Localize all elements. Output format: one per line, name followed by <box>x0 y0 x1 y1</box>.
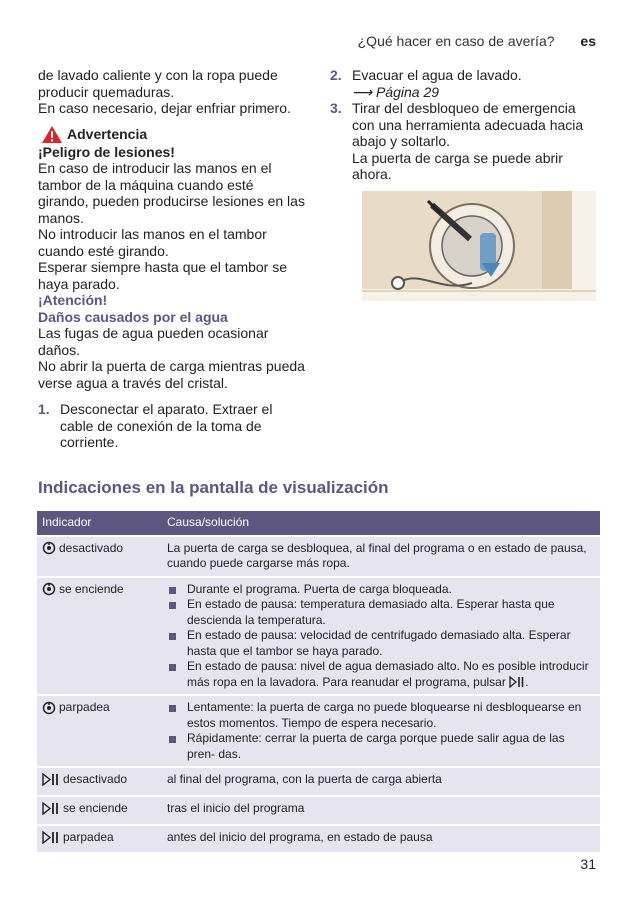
table-row <box>37 577 600 696</box>
warning-text: No introducir las manos en el tambor cuando esté girando. <box>38 226 267 259</box>
left-column <box>38 67 306 451</box>
cause-solution: La puerta de carga se desbloquea, al final del programa o en estado de pausa, cuando puede cargarse más ropa. <box>162 536 600 577</box>
step-number: 1. <box>38 401 50 417</box>
table-row <box>37 767 600 796</box>
column-header: Indicador <box>37 511 162 536</box>
step-3 <box>330 100 600 183</box>
table-header-row <box>37 511 600 536</box>
step-text: Tirar del desbloqueo de emergencia con una herramienta adecuada hacia abajo y soltarlo. <box>352 100 584 149</box>
display-indications-table <box>37 511 600 852</box>
indicator-state: desactivado <box>59 540 124 555</box>
list-item: Lentamente: la puerta de carga no puede bloquearse ni desbloquearse en estos momentos. Tiempo de espera necesario. <box>167 700 595 731</box>
cause-list <box>167 582 595 691</box>
intro-text: de lavado caliente y con la ropa puede producir quemaduras. <box>38 67 278 100</box>
door-lock-icon <box>42 582 56 596</box>
step-2 <box>330 67 600 100</box>
warning-text: En caso de introducir las manos en el tambor de la máquina cuando esté girando, pueden producirse lesiones en las manos. <box>38 160 305 226</box>
start-pause-icon <box>42 773 60 786</box>
column-header: Causa/solución <box>162 511 600 536</box>
emergency-release-illustration <box>362 191 596 301</box>
table-row <box>37 796 600 825</box>
table-row <box>37 825 600 853</box>
start-pause-icon <box>509 676 525 688</box>
start-pause-icon <box>42 831 60 844</box>
step-text: La puerta de carga se puede abrir ahora. <box>352 149 563 182</box>
step-text: Desconectar el aparato. Extraer el cable de conexión de la toma de corriente. <box>60 401 273 450</box>
indicator-state: desactivado <box>63 772 128 786</box>
attention-text: Las fugas de agua pueden ocasionar daños. <box>38 325 269 358</box>
right-column <box>330 67 600 304</box>
step-text: Evacuar el agua de lavado. <box>352 67 522 83</box>
warning-subtitle: ¡Peligro de lesiones! <box>38 143 175 160</box>
step-1 <box>38 401 306 451</box>
table-row <box>37 695 600 767</box>
list-item: Durante el programa. Puerta de carga bloqueada. <box>167 582 595 598</box>
door-lock-icon <box>42 701 56 715</box>
list-item <box>167 659 595 690</box>
intro-text-2: En caso necesario, dejar enfriar primero. <box>38 100 291 116</box>
language-code: es <box>580 33 596 49</box>
warning-text: Esperar siempre hasta que el tambor se haya parado. <box>38 259 288 292</box>
warning-heading <box>38 125 306 144</box>
indicator-state: parpadea <box>63 829 114 844</box>
cause-solution: antes del inicio del programa, en estado de pausa <box>162 825 600 853</box>
page-header <box>358 33 596 49</box>
warning-title: Advertencia <box>67 125 148 142</box>
list-item: Rápidamente: cerrar la puerta de carga porque puede salir agua de las pren- das. <box>167 731 595 762</box>
attention-title: ¡Atención! <box>38 292 108 308</box>
list-item: En estado de pausa: velocidad de centrifugado demasiado alta. Esperar hasta que el tambor se haya parado. <box>167 628 595 659</box>
step-number: 3. <box>330 100 342 116</box>
section-title: Indicaciones en la pantalla de visualización <box>38 478 389 497</box>
indicator-state: parpadea <box>59 700 110 714</box>
warning-triangle-icon <box>41 125 63 144</box>
page-reference-link[interactable]: ⟶ Página 29 <box>352 83 440 100</box>
list-item-suffix: . <box>525 674 529 689</box>
start-pause-icon <box>42 802 60 815</box>
cause-list <box>167 700 595 762</box>
page-number: 31 <box>580 856 596 872</box>
list-item: En estado de pausa: temperatura demasiado alta. Esperar hasta que descienda la temperatura. <box>167 597 595 628</box>
indicator-state: se enciende <box>63 800 128 815</box>
door-lock-icon <box>42 541 56 555</box>
indicator-state: se enciende <box>59 581 124 596</box>
attention-text: No abrir la puerta de carga mientras pueda verse agua a través del cristal. <box>38 358 305 391</box>
cause-solution: al final del programa, con la puerta de carga abierta <box>162 767 600 796</box>
list-item-text: En estado de pausa: nivel de agua demasiado alto. No es posible introducir más ropa en la lavadora. Para reanudar el programa, pulsar <box>187 659 589 689</box>
table-row <box>37 536 600 577</box>
step-number: 2. <box>330 67 342 83</box>
cause-solution: tras el inicio del programa <box>162 796 600 825</box>
section-heading: ¿Qué hacer en caso de avería? <box>357 33 555 49</box>
attention-subtitle: Daños causados por el agua <box>38 308 228 325</box>
